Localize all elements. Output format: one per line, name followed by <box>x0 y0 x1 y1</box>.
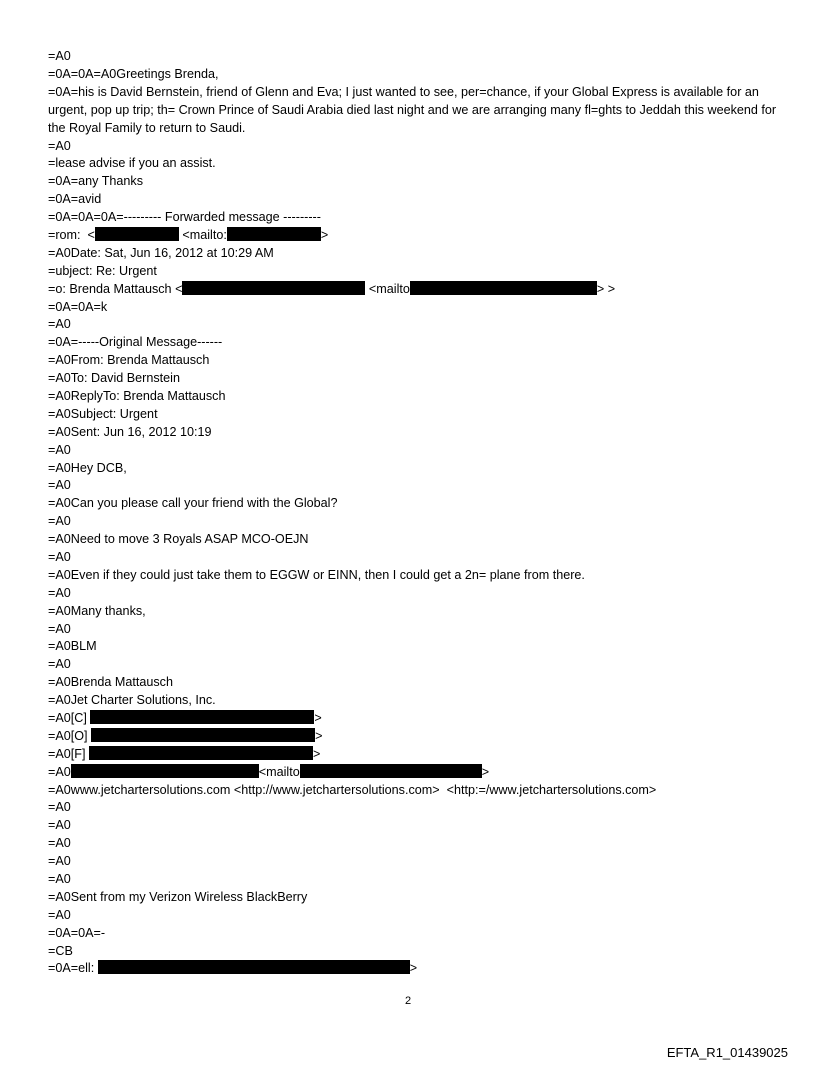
text-line: =CB <box>48 943 73 958</box>
forwarded-header: =0A=0A=0A=--------- Forwarded message --------- <box>48 210 321 225</box>
from-label: =rom: < <box>48 227 95 242</box>
mailto-label: <mailto <box>368 281 410 296</box>
text-line: =A0 <box>48 872 71 887</box>
redaction-bar <box>95 227 179 241</box>
sent-from-line: =A0Sent from my Verizon Wireless BlackBerry <box>48 889 308 904</box>
text-line: =0A=0A=- <box>48 925 106 940</box>
redaction-bar <box>91 728 315 742</box>
fax-label: =A0[F] <box>48 746 86 761</box>
text-line: =A0Need to move 3 Royals ASAP MCO-OEJN <box>48 532 309 547</box>
text-line: =A0 <box>48 657 71 672</box>
orig-subject-line: =A0Subject: Urgent <box>48 406 158 421</box>
text-line: =A0 <box>48 478 71 493</box>
text-line: =A0 <box>48 585 71 600</box>
text-line: =A0 <box>48 138 71 153</box>
signature-cell-line <box>48 710 778 728</box>
date-line: =A0Date: Sat, Jun 16, 2012 at 10:29 AM <box>48 245 274 260</box>
bracket-close: > > <box>596 281 616 296</box>
text-line: =A0BLM <box>48 639 97 654</box>
text-line: =A0 <box>48 854 71 869</box>
email-body <box>48 48 778 978</box>
signature-company: =A0Jet Charter Solutions, Inc. <box>48 693 216 708</box>
redaction-bar <box>89 746 313 760</box>
signoff-line: =0A=avid <box>48 192 102 207</box>
to-line <box>48 281 778 299</box>
text-line: =A0Hey DCB, <box>48 460 127 475</box>
original-message-header: =0A=-----Original Message------ <box>48 335 223 350</box>
text-line: =lease advise if you an assist. <box>48 156 216 171</box>
cell-label: =0A=ell: <box>48 961 95 976</box>
redaction-bar <box>98 960 410 974</box>
text-line: =A0 <box>48 621 71 636</box>
redaction-bar <box>90 710 314 724</box>
bracket-close: > <box>481 764 490 779</box>
mailto-label: <mailto: <box>182 227 227 242</box>
signature-office-line <box>48 728 778 746</box>
text-line: =A0 <box>48 800 71 815</box>
from-line <box>48 227 778 245</box>
text-line: =A0 <box>48 549 71 564</box>
redaction-bar <box>410 281 597 295</box>
bracket-close: > <box>320 227 329 242</box>
subject-line: =ubject: Re: Urgent <box>48 263 157 278</box>
bracket-close: > <box>409 961 418 976</box>
text-line: =A0 <box>48 836 71 851</box>
website-line: =A0www.jetchartersolutions.com <http://www.jetchartersolutions.com> <http:=/www.jetchartersolutions.com> <box>48 782 657 797</box>
orig-sent-line: =A0Sent: Jun 16, 2012 10:19 <box>48 424 212 439</box>
orig-to-line: =A0To: David Bernstein <box>48 371 180 386</box>
text-line: =0A=0A=k <box>48 299 108 314</box>
redaction-bar <box>300 764 482 778</box>
intro-paragraph: =0A=his is David Bernstein, friend of Glenn and Eva; I just wanted to see, per=chance, if your Global Express is available for an urgent, pop up trip; th= Crown Prince of Saudi Arabia died last night and we are arranging many fl=ghts to Jeddah this weekend for the Royal Family to return to Saudi. <box>48 84 777 135</box>
text-line: =A0 <box>48 514 71 529</box>
bates-number: EFTA_R1_01439025 <box>666 1045 788 1060</box>
text-line: =A0Many thanks, <box>48 603 146 618</box>
signature-email-line <box>48 764 778 782</box>
bracket-close: > <box>314 711 322 725</box>
bracket-close: > <box>312 746 321 761</box>
orig-replyto-line: =A0ReplyTo: Brenda Mattausch <box>48 388 226 403</box>
redaction-bar <box>182 281 365 295</box>
text-line: =A0 <box>48 907 71 922</box>
signature-name: =A0Brenda Mattausch <box>48 675 173 690</box>
text-line: =A0 <box>48 442 71 457</box>
greeting-line: =0A=0A=A0Greetings Brenda, <box>48 66 219 81</box>
page-number: 2 <box>404 995 412 1007</box>
email-label: =A0 <box>48 764 71 779</box>
cell-line <box>48 960 778 978</box>
text-line: =A0Even if they could just take them to EGGW or EINN, then I could get a 2n= plane from there. <box>48 567 585 582</box>
redaction-bar <box>71 764 259 778</box>
cell-label: =A0[C] <box>48 711 87 725</box>
redaction-bar <box>227 227 321 241</box>
text-line: =A0Can you please call your friend with the Global? <box>48 496 338 511</box>
text-line: =0A=any Thanks <box>48 174 143 189</box>
to-label: =o: Brenda Mattausch < <box>48 281 183 296</box>
signature-fax-line <box>48 746 778 764</box>
text-line: =A0 <box>48 317 71 332</box>
text-line: =A0 <box>48 818 71 833</box>
bracket-close: > <box>315 728 323 743</box>
mailto-label: <mailto <box>258 764 300 779</box>
text-line: =A0 <box>48 49 71 63</box>
office-label: =A0[O] <box>48 728 88 743</box>
orig-from-line: =A0From: Brenda Mattausch <box>48 353 210 368</box>
